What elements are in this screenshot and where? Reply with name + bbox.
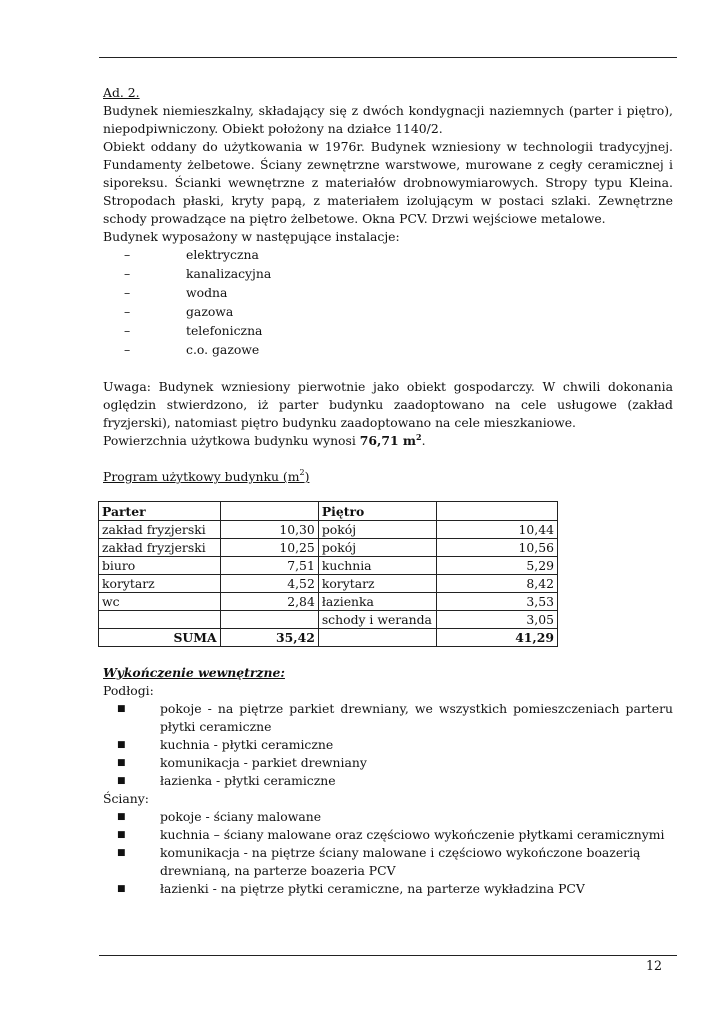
wall-item: kuchnia – ściany malowane oraz częściowo wykończenie płytkami ceramicznymi <box>160 827 665 842</box>
list-item <box>103 754 673 772</box>
list-item <box>103 844 673 880</box>
room-name: kuchnia <box>318 557 437 575</box>
table-row <box>99 521 558 539</box>
spacer <box>103 647 673 664</box>
room-name: pokój <box>318 539 437 557</box>
bullet-marker: ■ <box>117 758 126 768</box>
table-row <box>99 593 558 611</box>
list-item <box>103 736 673 754</box>
floor-item: kuchnia - płytki ceramiczne <box>160 737 334 752</box>
room-name <box>99 611 221 629</box>
installation-label: kanalizacyjna <box>186 266 272 281</box>
table-sum-row <box>99 629 558 647</box>
installation-label: telefoniczna <box>186 323 263 338</box>
room-area: 10,44 <box>437 521 558 539</box>
room-area: 10,56 <box>437 539 558 557</box>
installation-label: gazowa <box>186 304 234 319</box>
installation-label: c.o. gazowe <box>186 342 260 357</box>
program-title-text: Program użytkowy budynku (m <box>103 469 300 484</box>
page-content <box>103 84 673 898</box>
bullet-marker: ■ <box>117 830 126 840</box>
bullet-marker: ■ <box>117 812 126 822</box>
floor-item: łazienka - płytki ceramiczne <box>160 773 336 788</box>
table-header-row <box>99 502 558 521</box>
floor-item: pokoje - na piętrze parkiet drewniany, we wszystkich pomieszczeniach parteru płytki ceramiczne <box>160 701 673 734</box>
table-row <box>99 611 558 629</box>
spacer <box>103 486 673 501</box>
bullet-marker: ■ <box>117 884 126 894</box>
area-text: Powierzchnia użytkowa budynku wynosi <box>103 433 360 448</box>
list-item <box>103 265 673 284</box>
room-name: pokój <box>318 521 437 539</box>
area-end: . <box>421 433 426 448</box>
dash-marker: – <box>124 247 131 262</box>
room-area: 5,29 <box>437 557 558 575</box>
sum-label: SUMA <box>99 629 221 647</box>
room-name: korytarz <box>99 575 221 593</box>
page-number: 12 <box>645 958 662 973</box>
area-unit-sup: 2 <box>416 432 422 442</box>
room-area: 3,53 <box>437 593 558 611</box>
bullet-marker: ■ <box>117 776 126 786</box>
sum-empty-cell <box>318 629 437 647</box>
room-area: 7,51 <box>220 557 318 575</box>
sum-parter: 35,42 <box>220 629 318 647</box>
section-label: Ad. 2. <box>103 85 140 100</box>
room-name: zakład fryzjerski <box>99 521 221 539</box>
list-item <box>103 303 673 322</box>
sum-pietro: 41,29 <box>437 629 558 647</box>
dash-marker: – <box>124 342 131 357</box>
installation-label: wodna <box>186 285 228 300</box>
program-title-end: ) <box>304 469 310 484</box>
list-item <box>103 341 673 360</box>
room-area <box>220 611 318 629</box>
floors-list <box>103 700 673 790</box>
program-title-sup: 2 <box>299 468 305 477</box>
area-line <box>103 432 673 450</box>
spacer <box>103 450 673 468</box>
bullet-marker: ■ <box>117 740 126 750</box>
header-rule <box>99 57 677 58</box>
walls-label: Ściany: <box>103 791 149 806</box>
list-item <box>103 772 673 790</box>
dash-marker: – <box>124 266 131 281</box>
dash-marker: – <box>124 285 131 300</box>
bullet-marker: ■ <box>117 704 126 714</box>
area-value: 76,71 m <box>359 433 417 448</box>
room-area: 4,52 <box>220 575 318 593</box>
list-item <box>103 880 673 898</box>
room-name: łazienka <box>318 593 437 611</box>
room-area: 10,30 <box>220 521 318 539</box>
description-paragraph-2: Obiekt oddany do użytkowania w 1976r. Budynek wzniesiony w technologii tradycyjnej. Fundamenty żelbetowe. Ściany zewnętrzne warstwowe, murowane z cegły ceramicznej i siporeksu. Ścianki wewnętrzne z materiałów drobnowymiarowych. Stropy typu Kleina. Stropodach płaski, kryty papą, z materiałem izolującym w postaci szlaki. Zewnętrzne schody prowadzące na piętro żelbetowe. Okna PCV. Drzwi wejściowe metalowe. <box>103 139 673 226</box>
wall-item: łazienki - na piętrze płytki ceramiczne, na parterze wykładzina PCV <box>160 881 585 896</box>
program-title <box>103 468 673 486</box>
bullet-marker: ■ <box>117 848 126 858</box>
wall-item: pokoje - ściany malowane <box>160 809 322 824</box>
installations-intro: Budynek wyposażony w następujące instalacje: <box>103 229 400 244</box>
walls-list <box>103 808 673 898</box>
room-area: 8,42 <box>437 575 558 593</box>
list-item <box>103 322 673 341</box>
list-item <box>103 826 673 844</box>
room-area: 2,84 <box>220 593 318 611</box>
room-name: wc <box>99 593 221 611</box>
header-cell <box>437 502 558 521</box>
dash-marker: – <box>124 304 131 319</box>
floors-label: Podłogi: <box>103 683 154 698</box>
installations-list <box>103 246 673 360</box>
room-name: schody i weranda <box>318 611 437 629</box>
header-cell <box>220 502 318 521</box>
room-name: korytarz <box>318 575 437 593</box>
room-name: zakład fryzjerski <box>99 539 221 557</box>
dash-marker: – <box>124 323 131 338</box>
room-area: 10,25 <box>220 539 318 557</box>
wall-item: komunikacja - na piętrze ściany malowane i częściowo wykończone boazerią drewnianą, na parterze boazeria PCV <box>160 845 641 878</box>
table-row <box>99 575 558 593</box>
finish-title: Wykończenie wewnętrzne: <box>103 665 285 680</box>
usage-table <box>98 501 558 647</box>
installation-label: elektryczna <box>186 247 259 262</box>
header-pietro: Piętro <box>318 502 437 521</box>
header-parter: Parter <box>99 502 221 521</box>
list-item <box>103 700 673 736</box>
room-name: biuro <box>99 557 221 575</box>
list-item <box>103 246 673 265</box>
note-paragraph: Uwaga: Budynek wzniesiony pierwotnie jako obiekt gospodarczy. W chwili dokonania oględzin stwierdzono, iż parter budynku zaadoptowano na cele usługowe (zakład fryzjerski), natomiast piętro budynku zaadoptowano na cele mieszkaniowe. <box>103 379 673 430</box>
table-row <box>99 539 558 557</box>
floor-item: komunikacja - parkiet drewniany <box>160 755 367 770</box>
room-area: 3,05 <box>437 611 558 629</box>
footer-rule <box>99 955 677 956</box>
list-item <box>103 284 673 303</box>
table-row <box>99 557 558 575</box>
spacer <box>103 360 673 378</box>
description-paragraph-1: Budynek niemieszkalny, składający się z dwóch kondygnacji naziemnych (parter i piętro), niepodpiwniczony. Obiekt położony na działce 1140/2. <box>103 103 673 136</box>
list-item <box>103 808 673 826</box>
